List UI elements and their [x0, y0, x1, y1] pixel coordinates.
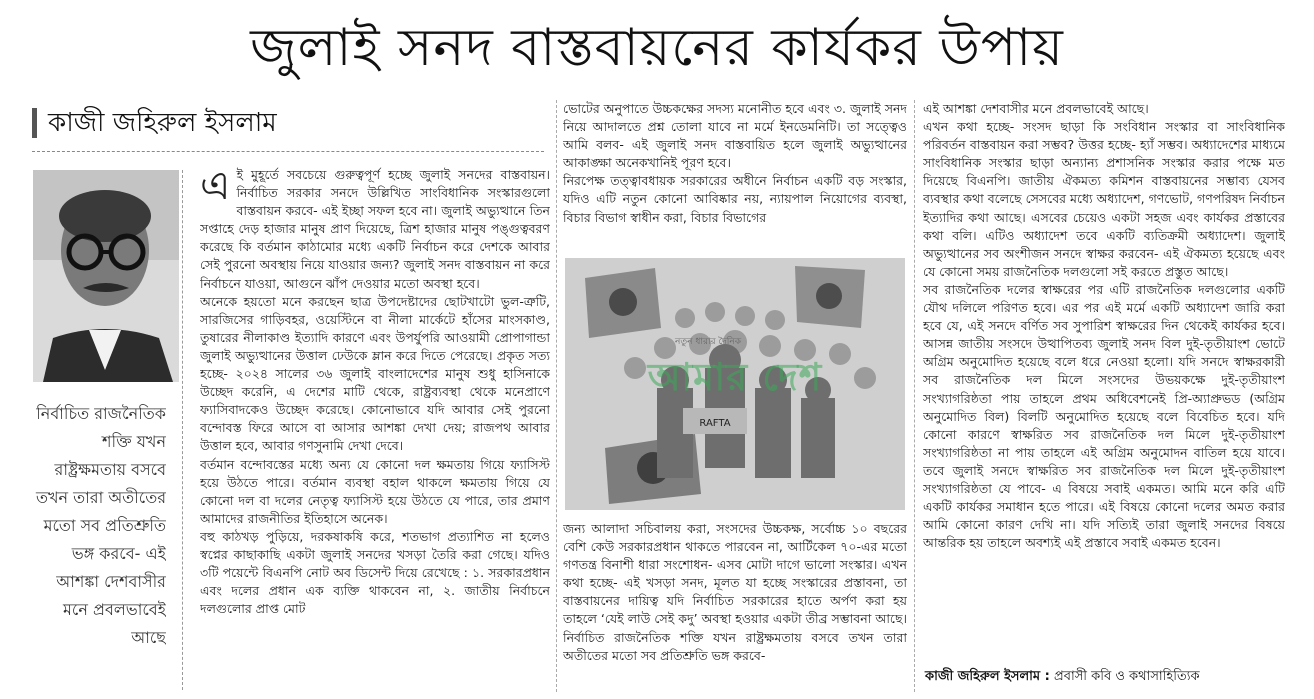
author-portrait-image	[33, 170, 179, 382]
author-photo	[33, 170, 179, 382]
pull-quote: নির্বাচিত রাজনৈতিক শক্তি যখন রাষ্ট্রক্ষমতায় বসবে তখন তারা অতীতের মতো সব প্রতিশ্রুতি ভঙ্গ করবে- এই আশঙ্কা দেশবাসীর মনে প্রবলভাবেই আছে	[36, 404, 166, 647]
article-column-2-top	[563, 100, 907, 252]
article-paragraph	[200, 166, 550, 293]
byline-block	[32, 100, 544, 152]
article-column-3	[923, 100, 1285, 660]
column-divider	[556, 100, 557, 692]
author-note-name: কাজী জহিরুল ইসলাম :	[925, 669, 1050, 684]
article-paragraph: জন্য আলাদা সচিবালয় করা, সংসদের উচ্চকক্ষ, সর্বোচ্চ ১০ বছরের বেশি কেউ সরকারপ্রধান থাকতে পারবেন না, আর্টিকেল ৭০-এর মতো গণতন্ত্র বিনাশী ধারা সংশোধন- এসব মোটা দাগে ভালো সংস্কার। এখন কথা হচ্ছে- এই খসড়া সনদ, মূলত যা হচ্ছে সংস্কারের প্রস্তাবনা, তা বাস্তবায়নের দায়িত্ব যদি নির্বাচিত সরকারের হাতে অর্পণ করা হয় তাহলে ‘যেই লাউ সেই কদু’ অবস্থা হওয়ার একটা তীব্র সম্ভাবনা আছে। নির্বাচিত রাজনৈতিক শক্তি যখন রাষ্ট্রক্ষমতায় বসবে তখন তারা অতীতের মতো সব প্রতিশ্রুতি ভঙ্গ করবে-	[563, 521, 907, 663]
drop-cap: এ	[200, 166, 231, 209]
svg-text:RAFTA: RAFTA	[699, 418, 731, 429]
article-paragraph: এই আশঙ্কা দেশবাসীর মনে প্রবলভাবেই আছে।	[923, 101, 1149, 116]
column-divider	[914, 100, 915, 692]
article-paragraph: নিরপেক্ষ তত্ত্বাবধায়ক সরকারের অধীনে নির্বাচন একটি বড় সংস্কার, যদিও এটি নতুন কোনো আবিষ্কার নয়, ন্যায়পাল নিয়োগের ব্যবস্থা, বিচার বিভাগ স্বাধীন করা, বিচার বিভাগের	[563, 173, 907, 225]
article-paragraph: এখন কথা হচ্ছে- সংসদ ছাড়া কি সংবিধান সংস্কার বা সাংবিধানিক পরিবর্তন বাস্তবায়ন করা সম্ভব? উত্তর হচ্ছে- হ্যাঁ সম্ভব। অধ্যাদেশের মাধ্যমে সাংবিধানিক সংস্কার ছাড়া অন্যান্য প্রশাসনিক সংস্কার করার পক্ষে মত দিয়েছে বিএনপি। জাতীয় ঐকমত্য কমিশন বাস্তবায়নের সম্ভাব্য যেসব ব্যবস্থার কথা বলেছে সেসবের মধ্যে অধ্যাদেশ, গণভোট, গণপরিষদ নির্বাচন ইত্যাদির কথা আছে। এসবের চেয়েও একটা সহজ এবং কার্যকর প্রস্তাবের কথা বলি। এটিও অধ্যাদেশ তবে একটি ব্যতিক্রমী অধ্যাদেশ। জুলাই অভ্যুত্থানের সব অংশীজন সনদে স্বাক্ষর করবেন- এই ঐকমত্য হয়েছে এবং যে কোনো সময় রাজনৈতিক দলগুলো সই করতে প্রস্তুত আছে।	[923, 119, 1285, 279]
article-paragraph: বর্তমান বন্দোবস্তের মধ্যে অন্য যে কোনো দল ক্ষমতায় গিয়ে ফ্যাসিস্ট হয়ে উঠতে পারে। বর্তমান ব্যবস্থা বহাল থাকলে ক্ষমতায় গিয়ে যে কোনো দল বা দলের নেতৃত্ব ফ্যাসিস্ট হয়ে উঠতে যে পারে, তার প্রমাণ আমাদের রাজনীতির ইতিহাসে অনেক।	[200, 456, 550, 526]
article-column-1	[200, 166, 550, 692]
pull-quote-divider	[182, 170, 183, 690]
newspaper-watermark: আমার দেশ	[647, 355, 823, 399]
author-note	[925, 668, 1285, 686]
article-headline: জুলাই সনদ বাস্তবায়নের কার্যকর উপায়	[250, 18, 1064, 78]
author-byline: কাজী জহিরুল ইসলাম	[48, 108, 277, 138]
article-illustration	[565, 258, 905, 510]
article-paragraph: বহু কাঠখড় পুড়িয়ে, দরকষাকষি করে, শতভাগ প্রত্যাশিত না হলেও স্বপ্নের কাছাকাছি একটা জুলাই সনদের খসড়া তৈরি করা গেছে। যদিও ৩টি পয়েন্টে বিএনপি নোট অব ডিসেন্ট দিয়ে রেখেছে : ১. সরকারপ্রধান এবং দলের প্রধান এক ব্যক্তি থাকবেন না, ২. জাতীয় নির্বাচনে দলগুলোর প্রাপ্ত মোট	[200, 528, 550, 617]
article-paragraph: ভোটের অনুপাতে উচ্চকক্ষের সদস্য মনোনীত হবে এবং ৩. জুলাই সনদ নিয়ে আদালতে প্রশ্ন তোলা যাবে না মর্মে ইনডেমনিটি। তা সত্ত্বেও আমি বলব- এই জুলাই সনদ বাস্তবায়িত হলে জুলাই অভ্যুত্থানের আকাঙ্ক্ষা অনেকখানিই পূরণ হবে।	[563, 101, 907, 171]
article-paragraph: সব রাজনৈতিক দলের স্বাক্ষরের পর এটি রাজনৈতিক দলগুলোর একটি যৌথ দলিলে পরিণত হবে। এর পর এই মর্মে একটি অধ্যাদেশ জারি করা হবে যে, এই সনদে বর্ণিত সব সুপারিশ স্বাক্ষরের দিন থেকেই কার্যকর হবে। আসন্ন জাতীয় সংসদে উত্থাপিতব্য জুলাই সনদ বিল দুই-তৃতীয়াংশ ভোটে অগ্রিম অনুমোদিত হয়েছে বলে ধরে নেওয়া হলো। যদি সনদে স্বাক্ষরকারী সব রাজনৈতিক দল মিলে সংসদের উভয়কক্ষে দুই-তৃতীয়াংশ সংখ্যাগরিষ্ঠতা পায় তাহলে প্রথম অধিবেশনেই প্রি-অ্যাপ্রুভড (অগ্রিম অনুমোদিত বিল) বিলটি অনুমোদিত হয়েছে বলে বিবেচিত হবে। যদি কোনো কারণে স্বাক্ষরিত সব রাজনৈতিক দল মিলে দুই-তৃতীয়াংশ সংখ্যাগরিষ্ঠতা না পায় তাহলে এই অগ্রিম অনুমোদন বাতিল হয়ে যাবে। তবে জুলাই সনদে স্বাক্ষরিত সব রাজনৈতিক দল মিলে দুই-তৃতীয়াংশ সংখ্যাগরিষ্ঠতা যে পাবে- এ বিষয়ে সবাই একমত। আমি মনে করি এটি একটি কার্যকর সমাধান হতে পারে। এই বিষয়ে কোনো দলের অমত করার আমি কোনো কারণ দেখি না। যদি সত্যিই তারা জুলাই সনদের বিষয়ে আন্তরিক হয় তাহলে অবশ্যই এই প্রস্তাবে সবাই একমত হবেন।	[923, 281, 1285, 551]
watermark-tagline: নতুন ধারার দৈনিক	[675, 337, 741, 347]
article-column-2-bottom	[563, 520, 907, 692]
paragraph-text: ই মুহূর্তে সবচেয়ে গুরুত্বপূর্ণ হচ্ছে জুলাই সনদের বাস্তবায়ন। নির্বাচিত সরকার সনদে উল্লিখিত সাংবিধানিক সংস্কারগুলো বাস্তবায়ন করবে- এই ইচ্ছা সফল হবে না। জুলাই অভ্যুত্থানে তিন সপ্তাহে দেড় হাজার মানুষ প্রাণ দিয়েছে, ত্রিশ হাজার মানুষ পঙ্গুত্ববরণ করেছে কি বর্তমান কাঠামোর মধ্যে একটি নির্বাচন করে দেশকে আবার সেই পুরনো অবস্থায় নিয়ে যাওয়ার জন্য? জুলাই সনদ বাস্তবায়ন না করে নির্বাচনে যাওয়া, আগুনে ঝাঁপ দেওয়ার মতো অবস্থা হবে।	[200, 167, 550, 291]
article-paragraph: অনেকে হয়তো মনে করছেন ছাত্র উপদেষ্টাদের ছোটখাটো ভুল-ত্রুটি, সারজিসের গাড়িবহর, ওয়েস্টিনে বা নীলা মার্কেটে হাঁসের মাংসকাণ্ড, তুষারের নীলাকাণ্ড ইত্যাদি কারণে এবং উপর্যুপরি আওয়ামী প্রোপাগান্ডা জুলাই অভ্যুত্থানের উত্তাল ঢেউকে ম্লান করে দিতে পেরেছে। প্রকৃত সত্য হচ্ছে- ২০২৪ সালের ৩৬ জুলাই বাংলাদেশের মানুষ শুধু হাসিনাকে উচ্ছেদ করেনি, এ দেশের মাটি থেকে, রাষ্ট্রব্যবস্থা থেকে মনেপ্রাণে ফ্যাসিবাদকেও উচ্ছেদ করেছে। কোনোভাবে যদি আবার সেই পুরনো বন্দোবস্ত ফিরে আসে বা আসার আশঙ্কা দেখা দেয়; রাজপথ আবার উত্তাল হবে, আবার গণসুনামি দেখা দেবে।	[200, 293, 550, 454]
author-note-role: প্রবাসী কবি ও কথাসাহিত্যিক	[1054, 669, 1200, 684]
byline-accent-bar	[32, 108, 37, 138]
